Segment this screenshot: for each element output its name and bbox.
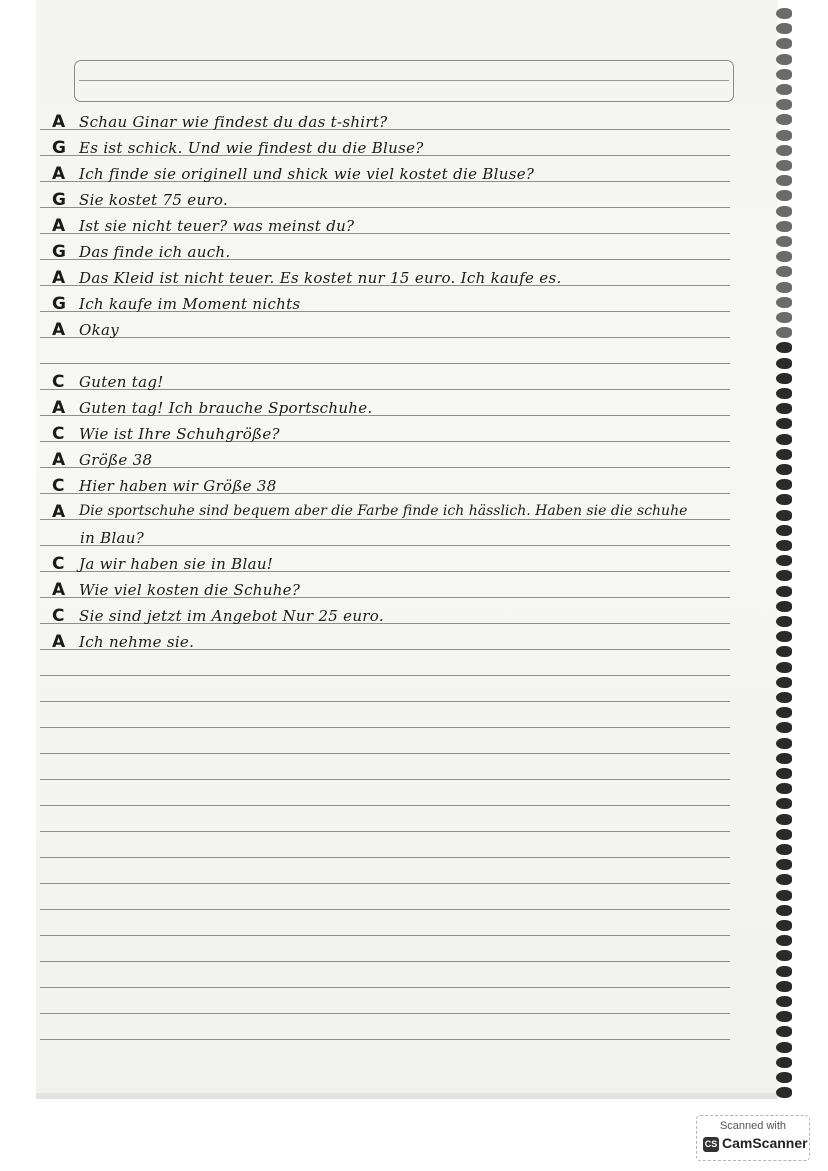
speaker-letter: C	[52, 372, 65, 392]
binding-ring	[776, 753, 792, 764]
binding-ring	[776, 844, 792, 855]
binding-ring	[776, 525, 792, 536]
ruled-line	[40, 753, 730, 754]
ruled-line	[40, 987, 730, 988]
binding-ring	[776, 890, 792, 901]
header-divider	[79, 80, 729, 81]
binding-ring	[776, 358, 792, 369]
speaker-letter: A	[52, 398, 66, 418]
ruled-line	[40, 519, 730, 520]
ruled-line	[40, 883, 730, 884]
binding-ring	[776, 1072, 792, 1083]
page-edge	[36, 1093, 778, 1099]
line-text: Sie sind jetzt im Angebot Nur 25 euro.	[79, 607, 384, 625]
binding-ring	[776, 145, 792, 156]
binding-ring	[776, 266, 792, 277]
speaker-letter: C	[52, 476, 65, 496]
binding-ring	[776, 342, 792, 353]
ruled-line	[40, 909, 730, 910]
binding-ring	[776, 54, 792, 65]
ruled-line	[40, 779, 730, 780]
binding-ring	[776, 8, 792, 19]
binding-ring	[776, 130, 792, 141]
line-text: Das finde ich auch.	[79, 243, 231, 261]
ruled-line	[40, 831, 730, 832]
binding-ring	[776, 236, 792, 247]
binding-ring	[776, 586, 792, 597]
binding-ring	[776, 996, 792, 1007]
speaker-letter: A	[52, 164, 66, 184]
binding-ring	[776, 1057, 792, 1068]
speaker-letter: A	[52, 632, 66, 652]
line-text: Hier haben wir Größe 38	[79, 477, 277, 495]
binding-ring	[776, 38, 792, 49]
binding-ring	[776, 510, 792, 521]
line-text: Es ist schick. Und wie findest du die Bluse?	[79, 139, 424, 157]
line-text: Ja wir haben sie in Blau!	[79, 555, 274, 573]
binding-ring	[776, 738, 792, 749]
binding-ring	[776, 662, 792, 673]
line-text: Ich nehme sie.	[79, 633, 195, 651]
camscanner-logo-icon: CS	[703, 1137, 719, 1152]
binding-ring	[776, 783, 792, 794]
binding-ring	[776, 555, 792, 566]
binding-ring	[776, 1026, 792, 1037]
speaker-letter: A	[52, 268, 66, 288]
binding-ring	[776, 950, 792, 961]
speaker-letter: G	[52, 294, 66, 314]
binding-ring	[776, 981, 792, 992]
line-text: Guten tag!	[79, 373, 164, 391]
line-text: Guten tag! Ich brauche Sportschuhe.	[79, 399, 373, 417]
speaker-letter: C	[52, 554, 65, 574]
binding-ring	[776, 1087, 792, 1098]
binding-ring	[776, 920, 792, 931]
speaker-letter: A	[52, 450, 66, 470]
continued-line-text: in Blau?	[80, 529, 145, 547]
binding-ring	[776, 874, 792, 885]
watermark-brand: CamScanner	[722, 1135, 808, 1151]
speaker-letter: C	[52, 424, 65, 444]
binding-ring	[776, 1042, 792, 1053]
speaker-letter: G	[52, 138, 66, 158]
binding-ring	[776, 282, 792, 293]
binding-ring	[776, 494, 792, 505]
line-text: Größe 38	[79, 451, 153, 469]
binding-ring	[776, 540, 792, 551]
binding-ring	[776, 464, 792, 475]
line-text: Wie ist Ihre Schuhgröße?	[79, 425, 280, 443]
binding-ring	[776, 312, 792, 323]
binding-ring	[776, 418, 792, 429]
line-text: Die sportschuhe sind bequem aber die Farbe finde ich hässlich. Haben sie die schuhe	[79, 503, 688, 519]
ruled-line	[40, 857, 730, 858]
binding-ring	[776, 114, 792, 125]
line-text: Okay	[79, 321, 120, 339]
binding-ring	[776, 221, 792, 232]
binding-ring	[776, 251, 792, 262]
line-text: Schau Ginar wie findest du das t-shirt?	[79, 113, 388, 131]
binding-ring	[776, 479, 792, 490]
binding-ring	[776, 403, 792, 414]
spiral-binding	[774, 0, 798, 1098]
binding-ring	[776, 722, 792, 733]
ruled-line	[40, 935, 730, 936]
binding-ring	[776, 160, 792, 171]
binding-ring	[776, 935, 792, 946]
speaker-letter: C	[52, 606, 65, 626]
binding-ring	[776, 388, 792, 399]
ruled-line	[40, 363, 730, 364]
speaker-letter: A	[52, 502, 66, 522]
binding-ring	[776, 707, 792, 718]
binding-ring	[776, 616, 792, 627]
binding-ring	[776, 692, 792, 703]
line-text: Wie viel kosten die Schuhe?	[79, 581, 301, 599]
speaker-letter: A	[52, 216, 66, 236]
binding-ring	[776, 206, 792, 217]
ruled-line	[40, 675, 730, 676]
binding-ring	[776, 768, 792, 779]
binding-ring	[776, 297, 792, 308]
ruled-line	[40, 805, 730, 806]
binding-ring	[776, 966, 792, 977]
binding-ring	[776, 175, 792, 186]
ruled-line	[40, 727, 730, 728]
speaker-letter: G	[52, 242, 66, 262]
binding-ring	[776, 677, 792, 688]
ruled-line	[40, 701, 730, 702]
binding-ring	[776, 84, 792, 95]
ruled-line	[40, 1013, 730, 1014]
line-text: Ich kaufe im Moment nichts	[79, 295, 301, 313]
line-text: Ist sie nicht teuer? was meinst du?	[79, 217, 355, 235]
binding-ring	[776, 570, 792, 581]
binding-ring	[776, 798, 792, 809]
line-text: Das Kleid ist nicht teuer. Es kostet nur 15 euro. Ich kaufe es.	[79, 269, 562, 287]
speaker-letter: A	[52, 112, 66, 132]
scanner-watermark	[696, 1115, 810, 1161]
binding-ring	[776, 814, 792, 825]
binding-ring	[776, 601, 792, 612]
watermark-caption: Scanned with	[719, 1120, 787, 1132]
line-text: Ich finde sie originell und shick wie viel kostet die Bluse?	[79, 165, 535, 183]
binding-ring	[776, 631, 792, 642]
binding-ring	[776, 1011, 792, 1022]
binding-ring	[776, 327, 792, 338]
speaker-letter: A	[52, 580, 66, 600]
binding-ring	[776, 434, 792, 445]
binding-ring	[776, 190, 792, 201]
binding-ring	[776, 829, 792, 840]
speaker-letter: G	[52, 190, 66, 210]
binding-ring	[776, 859, 792, 870]
binding-ring	[776, 905, 792, 916]
ruled-line	[40, 961, 730, 962]
line-text: Sie kostet 75 euro.	[79, 191, 229, 209]
binding-ring	[776, 23, 792, 34]
binding-ring	[776, 646, 792, 657]
binding-ring	[776, 449, 792, 460]
speaker-letter: A	[52, 320, 66, 340]
ruled-line	[40, 1039, 730, 1040]
header-box	[74, 60, 734, 102]
binding-ring	[776, 373, 792, 384]
binding-ring	[776, 99, 792, 110]
binding-ring	[776, 69, 792, 80]
ruled-line	[40, 337, 730, 338]
